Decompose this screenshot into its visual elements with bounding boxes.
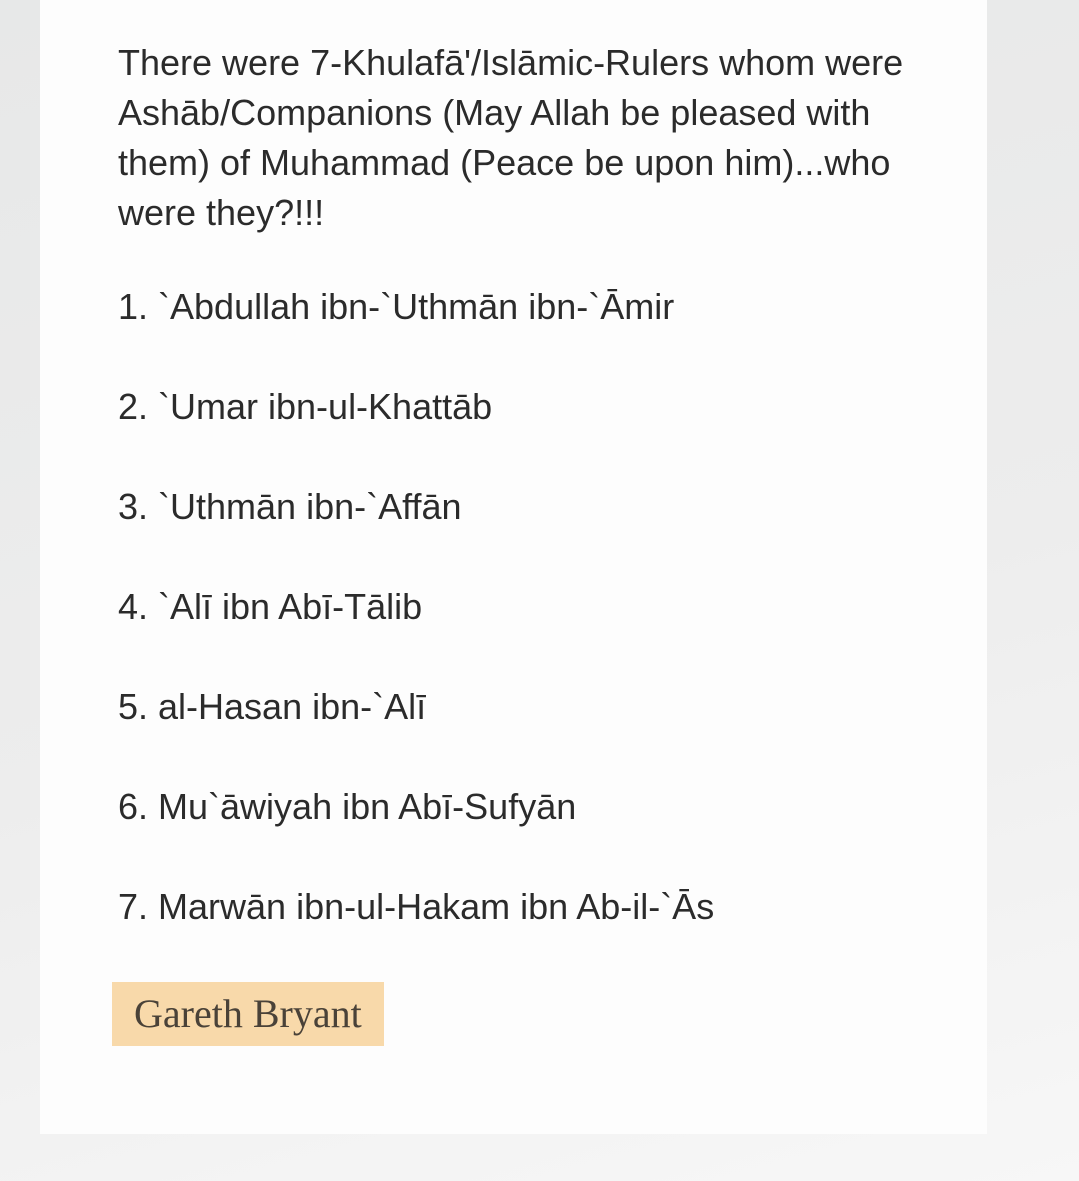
author-row [112,982,987,1046]
ruler-item-5: 5. al-Hasan ibn-`Alī [118,686,427,727]
ruler-item-2: 2. `Umar ibn-ul-Khattāb [118,386,493,427]
ruler-item-4: 4. `Alī ibn Abī-Tālib [118,586,423,627]
ruler-item-1: 1. `Abdullah ibn-`Uthmān ibn-`Āmir [118,286,675,327]
ruler-item-3: 3. `Uthmān ibn-`Affān [118,486,462,527]
intro-paragraph [118,38,987,238]
page-card [40,0,987,1134]
intro-line: were they?!!! [118,192,325,233]
ruler-list [118,282,987,932]
author-badge [112,982,384,1046]
ruler-item-7: 7. Marwān ibn-ul-Hakam ibn Ab-il-`Ās [118,886,715,927]
intro-line: Ashāb/Companions (May Allah be pleased with [118,92,871,133]
intro-line: them) of Muhammad (Peace be upon him)...who [118,142,891,183]
author-name: Gareth Bryant [134,991,362,1036]
intro-line: There were 7-Khulafā'/Islāmic-Rulers whom were [118,42,904,83]
ruler-item-6: 6. Mu`āwiyah ibn Abī-Sufyān [118,786,577,827]
